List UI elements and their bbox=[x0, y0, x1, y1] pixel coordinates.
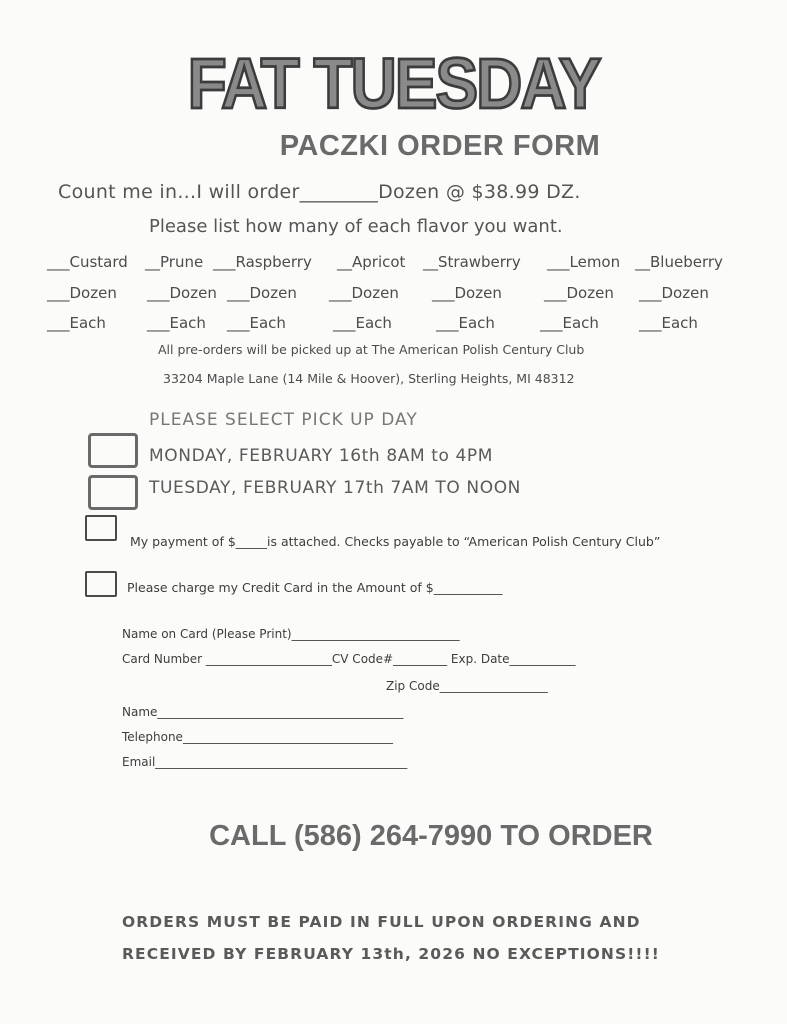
dozen-field[interactable]: ___Dozen bbox=[432, 284, 502, 302]
flavor-raspberry: ___Raspberry bbox=[213, 253, 312, 271]
credit-card-checkbox[interactable] bbox=[85, 571, 117, 597]
check-payment-label: My payment of $_____is attached. Checks payable to “American Polish Century Club” bbox=[130, 534, 661, 549]
dozen-field[interactable]: ___Dozen bbox=[639, 284, 709, 302]
dozen-field[interactable]: ___Dozen bbox=[544, 284, 614, 302]
each-field[interactable]: ___Each bbox=[147, 314, 206, 332]
flavor-prune: __Prune bbox=[145, 253, 204, 271]
each-field[interactable]: ___Each bbox=[436, 314, 495, 332]
flavor-instruction: Please list how many of each flavor you want. bbox=[149, 216, 563, 237]
each-field[interactable]: ___Each bbox=[47, 314, 106, 332]
flavor-apricot: __Apricot bbox=[337, 253, 406, 271]
each-field[interactable]: ___Each bbox=[540, 314, 599, 332]
dozen-field[interactable]: ___Dozen bbox=[147, 284, 217, 302]
flavor-blueberry: __Blueberry bbox=[635, 253, 723, 271]
name-on-card-field[interactable]: Name on Card (Please Print)____________________________ bbox=[122, 627, 460, 641]
flavor-strawberry: __Strawberry bbox=[423, 253, 521, 271]
each-field[interactable]: ___Each bbox=[227, 314, 286, 332]
pickup-location: All pre-orders will be picked up at The American Polish Century Club bbox=[158, 342, 585, 357]
each-field[interactable]: ___Each bbox=[639, 314, 698, 332]
name-field[interactable]: Name_________________________________________ bbox=[122, 705, 404, 719]
dozen-field[interactable]: ___Dozen bbox=[47, 284, 117, 302]
zip-code-field[interactable]: Zip Code__________________ bbox=[386, 679, 548, 693]
form-title: FAT TUESDAY bbox=[187, 43, 600, 124]
call-to-order: CALL (586) 264-7990 TO ORDER bbox=[209, 820, 653, 852]
pickup-day-heading: PLEASE SELECT PICK UP DAY bbox=[149, 410, 418, 430]
order-count-line: Count me in...I will order________Dozen @ $38.99 DZ. bbox=[58, 181, 581, 203]
each-field[interactable]: ___Each bbox=[333, 314, 392, 332]
payment-notice-line1: ORDERS MUST BE PAID IN FULL UPON ORDERING AND bbox=[122, 913, 641, 931]
dozen-field[interactable]: ___Dozen bbox=[329, 284, 399, 302]
check-payment-checkbox[interactable] bbox=[85, 515, 117, 541]
monday-checkbox[interactable] bbox=[88, 433, 138, 468]
pickup-address: 33204 Maple Lane (14 Mile & Hoover), Sterling Heights, MI 48312 bbox=[163, 371, 575, 386]
flavor-custard: ___Custard bbox=[47, 253, 128, 271]
flavor-lemon: ___Lemon bbox=[547, 253, 621, 271]
tuesday-option-label: TUESDAY, FEBRUARY 17th 7AM TO NOON bbox=[149, 478, 521, 498]
telephone-field[interactable]: Telephone___________________________________ bbox=[122, 730, 393, 744]
credit-card-label: Please charge my Credit Card in the Amount of $___________ bbox=[127, 580, 503, 595]
payment-notice-line2: RECEIVED BY FEBRUARY 13th, 2026 NO EXCEPTIONS!!!! bbox=[122, 945, 660, 963]
monday-option-label: MONDAY, FEBRUARY 16th 8AM to 4PM bbox=[149, 446, 494, 466]
tuesday-checkbox[interactable] bbox=[88, 475, 138, 510]
dozen-field[interactable]: ___Dozen bbox=[227, 284, 297, 302]
form-subtitle: PACZKI ORDER FORM bbox=[279, 130, 601, 162]
email-field[interactable]: Email__________________________________________ bbox=[122, 755, 408, 769]
card-number-row[interactable]: Card Number _____________________CV Code#_________ Exp. Date___________ bbox=[122, 652, 576, 666]
